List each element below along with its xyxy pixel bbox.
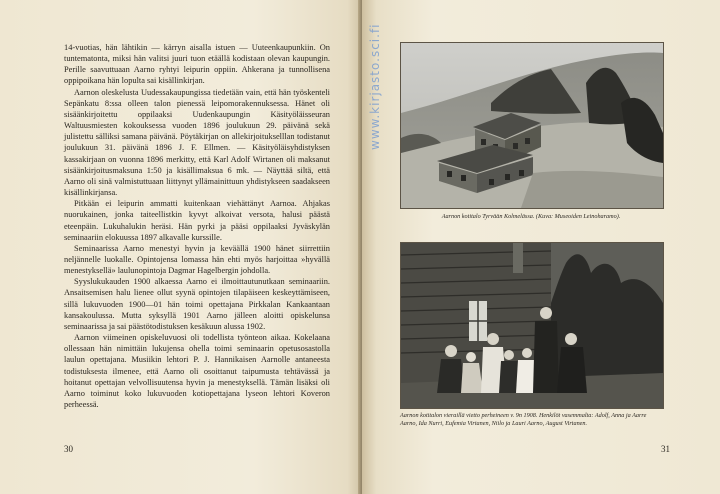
- paragraph: Seminaarissa Aarno menestyi hyvin ja keväällä 1900 hänet siirrettiin neljännelle luokalle. Opintojensa lomassa hän ehti myös harjoittaa »hyvällä menestyksellä» laulunopintoja Dagmar Hagelbergin johdolla.: [64, 243, 330, 276]
- paragraph: Aarnon viimeinen opiskeluvuosi oli todellista työnteon aikaa. Kokelaana ollessaan hän nimittäin lukujensa ohella toimi seminaarin opetusosastolla laulun opettajana. Musiikin lehtori P. J. Hannikaisen Aarnolle antaneesta todistuksesta ilmenee, että Aarno oli osoittanut taipumusta tehtävässä ja hoitanut opettajan velvollisuutensa hyvin ja menestyksellä. Tämän lisäksi oli Aarno toiminut koko lukuvuoden kotiopettajana lyseon lehtori Koveron perheessä.: [64, 333, 330, 409]
- paragraph: Aarnon oleskelusta Uudessakaupungissa tiedetään vain, että hän työskenteli Sepänkatu 8:ssa olleen talon pienessä leipomorakennuksessa. Hänet oli sisäänkirjoitettu oppilaaksi Uudenkaupungin Käsityöläisseuran Waltuusmiesten kokouksessa vuoden 1896 joulukuun 29. päivänä sekä julistettu sälliksi samana päivänä. Pöytäkirjan on allekirjoitukselllan todistanut joulukuun 31. päivänä 1896 J. F. Ellmen. — Käsityöläisyhdistyksen kassakirjaan on vuonna 1896 merkitty, että Karl Adolf Wirtanen oli maksanut sisäänkirjoitusmaksuna 1:50 ja kisällimaksua 6 mk. — Näyttää siltä, että Aarno oli sinä valmistuttuaan liittynyt yllämainittuun yhdistykseen saadakseen kisällinkirjansa.: [64, 87, 330, 198]
- paragraph: Pitkään ei leipurin ammatti kuitenkaan viehättänyt Aarnoa. Ahjakas nuorukainen, jonka taiteellistkin kyvyt alkoivat versota, halusi päästä eteenpäin. Lukuhalukin heräsi. Hän pyrki ja pääsi oppilaaksi Jyväskylän seminaariin elokuussa 1897 alkavalle kurssille.: [64, 199, 330, 242]
- family-group-photo: [400, 242, 664, 409]
- page-number-right: 31: [661, 444, 670, 454]
- page-number-left: 30: [64, 444, 73, 454]
- photo-caption-bottom: Aarnon kotitalon vieraillä vietto perheineen v. 9n 1908. Henkilöt vasemmalta: Adolf, Anna ja Aarre Aarno, Ida Nurri, Eufemia Virtanen, Niilo ja Lauri Aarno, August Virtanen.: [400, 412, 647, 428]
- left-page-body: [64, 42, 330, 410]
- watermark-text: www.kirjasto.sci.fi: [368, 23, 382, 150]
- paragraph: 14-vuotias, hän lähtikin — kärryn aisalla istuen — Uuteenkaupunkiin. On tuntematonta, miksi hän valitsi juuri tuon etäällä kodistaan olevan kaupungin. Perille saavuttuaan Aarno ryhtyi leipurin oppiin. Ahkerana ja tunnollisena oppipoikana hän lopulta sai kisällinkirjan.: [64, 43, 330, 86]
- photo-caption-top: Aarnon kotitalo Tyrvään Kolmelässa. (Kuva: Museoiden Leinoharamo).: [441, 213, 621, 220]
- paragraph: Syyslukukauden 1900 alkaessa Aarno ei ilmoittautunutkaan seminaariin. Ansaitsemisen halu lienee ollut syynä opintojen tilapäiseen keskeyttämiseen, sillä lukuvuoden 1900—01 hän toimi opettajana Pirkkalan Kankaantaan kansakoulussa. Mutta syksyllä 1901 Aarno jälleen aloitti opiskelunsa seminaarissa ja sai päästötodistuksen kesäkuun alussa 1902.: [64, 277, 330, 331]
- farmhouse-photo: [400, 42, 664, 209]
